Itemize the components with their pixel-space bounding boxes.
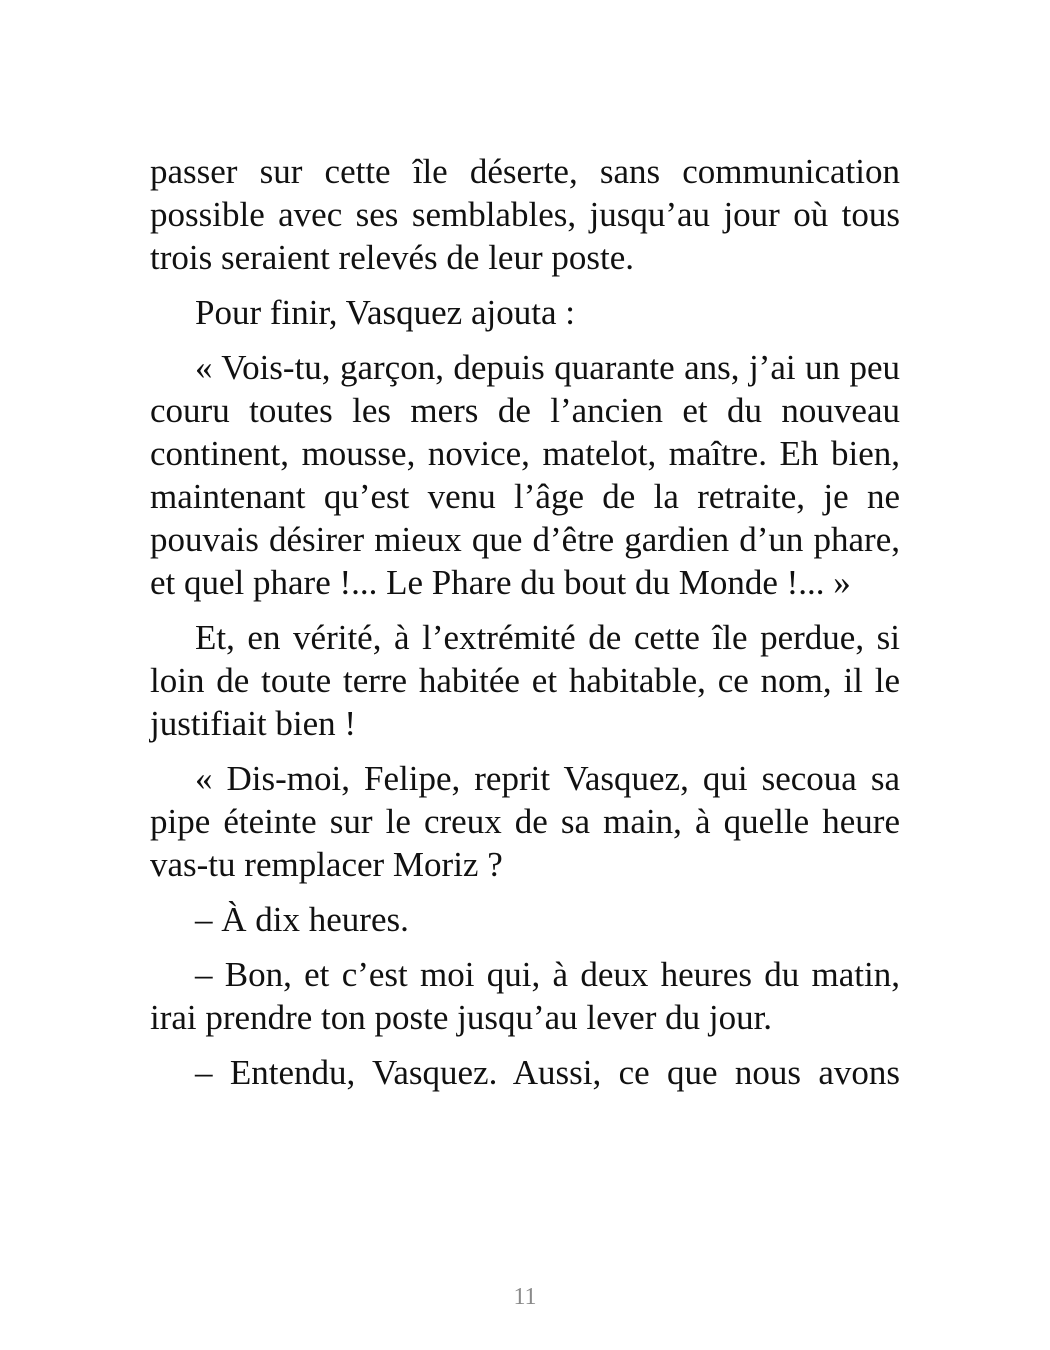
- paragraph: Et, en vérité, à l’extrémité de cette île perdue, si loin de toute terre habitée et habitable, ce nom, il le justifiait bien !: [150, 618, 900, 743]
- page-number: 11: [513, 1284, 537, 1310]
- body-text: [150, 150, 900, 1094]
- paragraph: – Bon, et c’est moi qui, à deux heures du matin, irai prendre ton poste jusqu’au lever du jour.: [150, 955, 900, 1037]
- paragraph: Pour finir, Vasquez ajouta :: [195, 293, 575, 332]
- paragraph: « Vois-tu, garçon, depuis quarante ans, j’ai un peu couru toutes les mers de l’ancien et du nouveau continent, mousse, novice, matelot, maître. Eh bien, maintenant qu’est venu l’âge de la retraite, je ne pouvais désirer mieux que d’être gardien d’un phare, et quel phare !... Le Phare du bout du Monde !... »: [150, 348, 900, 602]
- paragraph: – À dix heures.: [195, 900, 409, 939]
- paragraph-continuation: passer sur cette île déserte, sans communication possible avec ses semblables, jusqu’au jour où tous trois seraient relevés de leur poste.: [150, 152, 900, 277]
- paragraph-truncated: – Entendu, Vasquez. Aussi, ce que nous avons: [195, 1053, 900, 1092]
- paragraph: « Dis-moi, Felipe, reprit Vasquez, qui secoua sa pipe éteinte sur le creux de sa main, à quelle heure vas-tu remplacer Moriz ?: [150, 759, 900, 884]
